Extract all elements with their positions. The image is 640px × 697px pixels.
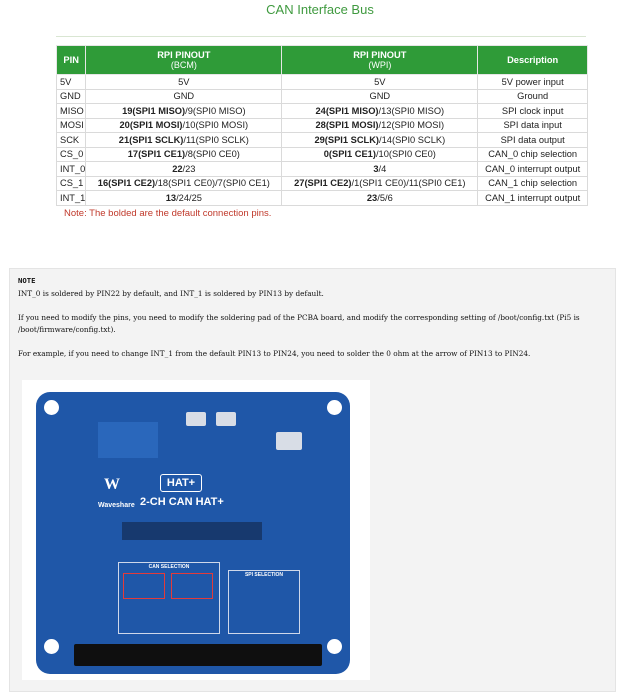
title-divider bbox=[56, 36, 586, 37]
description-cell bbox=[478, 162, 588, 177]
table-row bbox=[57, 162, 588, 177]
pin-cell bbox=[57, 75, 86, 90]
bcm-cell bbox=[86, 176, 282, 191]
bold-note: Note: The bolded are the default connection pins. bbox=[64, 208, 272, 219]
highlight-box bbox=[123, 573, 165, 599]
wpi-cell bbox=[282, 176, 478, 191]
header-pin: PIN bbox=[57, 46, 86, 75]
table-row bbox=[57, 176, 588, 191]
page-title: CAN Interface Bus bbox=[266, 2, 374, 17]
table-row bbox=[57, 191, 588, 206]
cell-text: /10(SPI0 MOSI) bbox=[182, 120, 249, 131]
bcm-cell bbox=[86, 147, 282, 162]
pin-cell bbox=[57, 191, 86, 206]
table-row bbox=[57, 118, 588, 133]
cell-text: SPI data input bbox=[503, 120, 562, 131]
description-cell bbox=[478, 191, 588, 206]
can-selection-title: CAN SELECTION bbox=[148, 564, 190, 570]
cell-text: GND bbox=[369, 91, 391, 102]
default-pin-bold: 16(SPI1 CE2) bbox=[97, 178, 156, 189]
component bbox=[276, 432, 302, 450]
mount-hole bbox=[327, 400, 342, 415]
description-cell bbox=[478, 147, 588, 162]
default-pin-bold: 20(SPI1 MOSI) bbox=[119, 120, 183, 131]
cell-text: INT_0 bbox=[60, 163, 86, 174]
header-bcm bbox=[86, 46, 282, 75]
cell-text: /9(SPI0 MISO) bbox=[185, 105, 246, 116]
table-row bbox=[57, 75, 588, 90]
default-pin-bold: 13 bbox=[165, 192, 177, 203]
note-heading: NOTE bbox=[18, 276, 36, 285]
description-cell bbox=[478, 176, 588, 191]
mount-hole bbox=[327, 639, 342, 654]
logo-mark: W bbox=[104, 476, 120, 493]
cell-text: CAN_1 chip selection bbox=[488, 178, 578, 189]
can-selection-panel bbox=[118, 562, 220, 634]
table-row bbox=[57, 133, 588, 148]
cell-text: CAN_1 interrupt output bbox=[485, 192, 581, 203]
bcm-cell bbox=[86, 75, 282, 90]
description-cell bbox=[478, 104, 588, 119]
wpi-cell bbox=[282, 104, 478, 119]
wpi-cell bbox=[282, 191, 478, 206]
logo-text: Waveshare bbox=[98, 502, 135, 509]
highlight-box bbox=[171, 573, 213, 599]
cell-text: SPI data output bbox=[500, 134, 565, 145]
cell-text: SPI clock input bbox=[501, 105, 564, 116]
cell-text: CS_1 bbox=[60, 178, 84, 189]
cell-text: MISO bbox=[60, 105, 84, 116]
pin-cell bbox=[57, 89, 86, 104]
cell-text: /13(SPI0 MISO) bbox=[378, 105, 445, 116]
component bbox=[186, 412, 206, 426]
default-pin-bold: 29(SPI1 SCLK) bbox=[314, 134, 380, 145]
cell-text: INT_1 bbox=[60, 192, 86, 203]
cell-text: /23 bbox=[182, 163, 196, 174]
waveshare-logo bbox=[98, 476, 146, 516]
gpio-pin-header bbox=[74, 644, 322, 666]
wpi-cell bbox=[282, 147, 478, 162]
pin-cell bbox=[57, 147, 86, 162]
header-bcm-sub: (BCM) bbox=[170, 60, 197, 70]
cell-text: 5V bbox=[60, 76, 72, 87]
note-line-2: If you need to modify the pins, you need to modify the soldering pad of the PCBA board, and modify the corresponding setting of /boot/config.txt (Pi5 is /boot/firmware/config.txt). bbox=[18, 313, 580, 334]
bcm-cell bbox=[86, 162, 282, 177]
hat-plus-label: HAT+ bbox=[160, 474, 202, 492]
spi-selection-title: SPI SELECTION bbox=[244, 572, 284, 578]
bcm-cell bbox=[86, 133, 282, 148]
default-pin-bold: 23 bbox=[366, 192, 378, 203]
cell-text: GND bbox=[60, 91, 81, 102]
cell-text: /4 bbox=[378, 163, 387, 174]
default-pin-bold: 28(SPI1 MOSI) bbox=[315, 120, 379, 131]
cell-text: CS_0 bbox=[60, 149, 84, 160]
bcm-cell bbox=[86, 118, 282, 133]
pin-cell bbox=[57, 104, 86, 119]
wpi-cell bbox=[282, 133, 478, 148]
description-cell bbox=[478, 89, 588, 104]
bcm-cell bbox=[86, 89, 282, 104]
cell-text: /10(SPI0 CE0) bbox=[375, 149, 436, 160]
pin-cell bbox=[57, 118, 86, 133]
pcb-board bbox=[36, 392, 350, 674]
default-pin-bold: 17(SPI1 CE1) bbox=[127, 149, 186, 160]
table-row bbox=[57, 104, 588, 119]
wpi-cell bbox=[282, 162, 478, 177]
cell-text: CAN_0 chip selection bbox=[488, 149, 578, 160]
description-cell bbox=[478, 118, 588, 133]
cell-text: /5/6 bbox=[377, 192, 393, 203]
board-slot bbox=[122, 522, 262, 540]
description-cell bbox=[478, 75, 588, 90]
table-row bbox=[57, 147, 588, 162]
table-row bbox=[57, 89, 588, 104]
cell-text: GND bbox=[173, 91, 195, 102]
spi-selection-panel bbox=[228, 570, 300, 634]
cell-text: /12(SPI0 MOSI) bbox=[378, 120, 445, 131]
cell-text: 5V bbox=[374, 76, 386, 87]
cell-text: Ground bbox=[517, 91, 549, 102]
pin-table-body bbox=[57, 75, 588, 206]
default-pin-bold: 0(SPI1 CE1) bbox=[323, 149, 376, 160]
default-pin-bold: 24(SPI1 MISO) bbox=[315, 105, 379, 116]
default-pin-bold: 27(SPI1 CE2) bbox=[294, 178, 352, 189]
default-pin-bold: 19(SPI1 MISO) bbox=[122, 105, 186, 116]
cell-text: /18(SPI1 CE0)/7(SPI0 CE1) bbox=[155, 178, 270, 189]
default-pin-bold: 21(SPI1 SCLK) bbox=[118, 134, 184, 145]
board-name: 2-CH CAN HAT+ bbox=[140, 496, 224, 508]
pin-cell bbox=[57, 162, 86, 177]
header-description: Description bbox=[478, 46, 588, 75]
cell-text: /14(SPI0 SCLK) bbox=[379, 134, 446, 145]
cell-text: /11(SPI0 SCLK) bbox=[183, 134, 249, 145]
header-wpi bbox=[282, 46, 478, 75]
bcm-cell bbox=[86, 191, 282, 206]
bcm-cell bbox=[86, 104, 282, 119]
cell-text: /24/25 bbox=[176, 192, 202, 203]
mount-hole bbox=[44, 639, 59, 654]
mount-hole bbox=[44, 400, 59, 415]
cell-text: CAN_0 interrupt output bbox=[485, 163, 581, 174]
board-photo bbox=[22, 380, 370, 680]
pin-table bbox=[56, 45, 588, 206]
can-transceiver-shield bbox=[98, 422, 158, 458]
default-pin-bold: 22 bbox=[172, 163, 183, 174]
pin-cell bbox=[57, 176, 86, 191]
cell-text: /1(SPI1 CE0)/11(SPI0 CE1) bbox=[351, 178, 466, 189]
component bbox=[216, 412, 236, 426]
header-wpi-title: RPI PINOUT bbox=[353, 50, 407, 60]
note-line-3: For example, if you need to change INT_1 from the default PIN13 to PIN24, you need to solder the 0 ohm at the arrow of PIN13 to PIN24. bbox=[18, 349, 531, 358]
pin-cell bbox=[57, 133, 86, 148]
note-line-1: INT_0 is soldered by PIN22 by default, and INT_1 is soldered by PIN13 by default. bbox=[18, 289, 324, 298]
cell-text: MOSI bbox=[60, 120, 84, 131]
wpi-cell bbox=[282, 75, 478, 90]
cell-text: 5V bbox=[178, 76, 190, 87]
default-pin-bold: 3 bbox=[373, 163, 379, 174]
wpi-cell bbox=[282, 89, 478, 104]
wpi-cell bbox=[282, 118, 478, 133]
cell-text: SCK bbox=[60, 134, 80, 145]
header-wpi-sub: (WPI) bbox=[368, 60, 392, 70]
cell-text: /8(SPI0 CE0) bbox=[185, 149, 240, 160]
cell-text: 5V power input bbox=[501, 76, 564, 87]
header-bcm-title: RPI PINOUT bbox=[157, 50, 211, 60]
description-cell bbox=[478, 133, 588, 148]
